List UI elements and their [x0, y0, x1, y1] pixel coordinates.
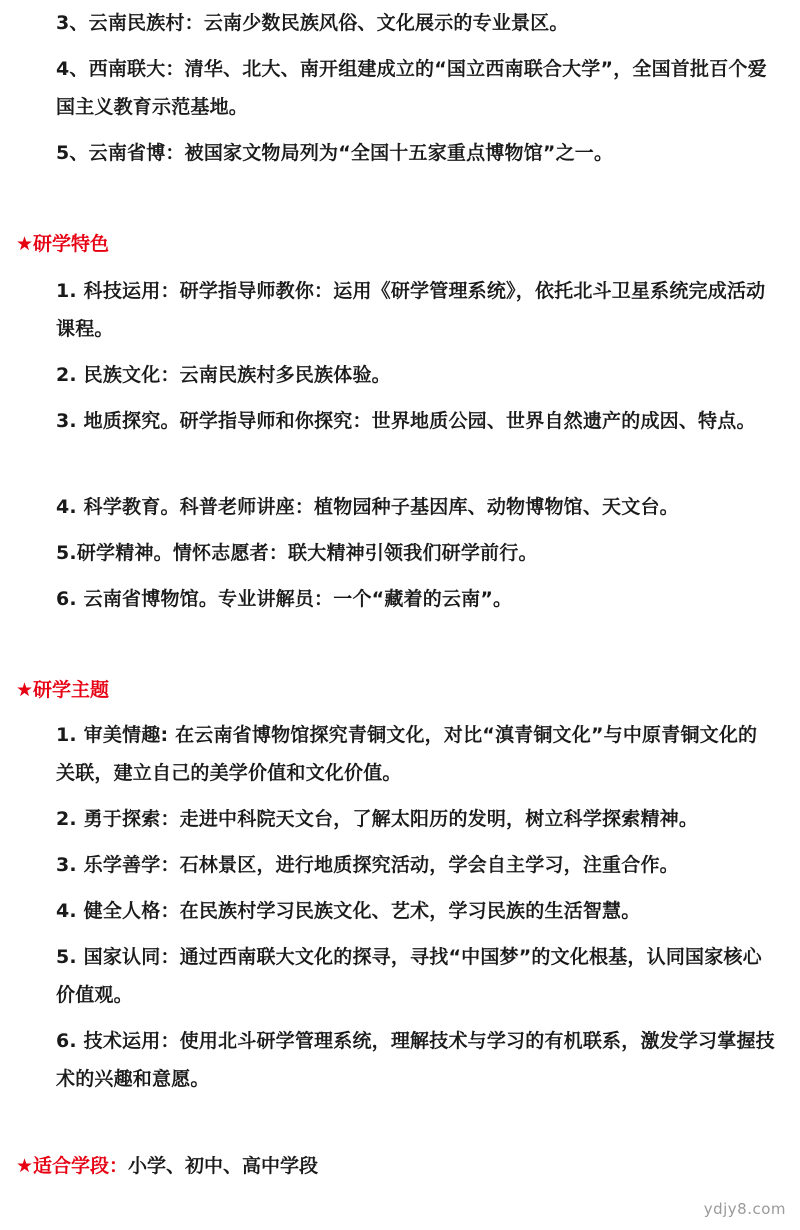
feature-item-3: 3. 地质探究。研学指导师和你探究：世界地质公园、世界自然遗产的成因、特点。 [56, 410, 756, 432]
theme-item-3: 3. 乐学善学：石林景区，进行地质探究活动，学会自主学习，注重合作。 [56, 854, 679, 876]
theme-item-6: 6. 技术运用：使用北斗研学管理系统，理解技术与学习的有机联系，激发学习掌握技术的兴趣和意愿。 [56, 1030, 775, 1090]
grades-label: ★适合学段： [16, 1155, 129, 1177]
feature-item-6: 6. 云南省博物馆。专业讲解员：一个“藏着的云南”。 [56, 588, 513, 610]
section-heading-features: ★研学特色 [16, 233, 110, 255]
intro-item-4: 4、西南联大：清华、北大、南开组建成立的“国立西南联合大学”，全国首批百个爱国主义教育示范基地。 [56, 58, 767, 118]
theme-item-5: 5. 国家认同：通过西南联大文化的探寻，寻找“中国梦”的文化根基，认同国家核心价值观。 [56, 946, 762, 1006]
section-heading-themes: ★研学主题 [16, 679, 110, 701]
theme-item-4: 4. 健全人格：在民族村学习民族文化、艺术，学习民族的生活智慧。 [56, 900, 641, 922]
watermark: ydjy8.com [703, 1200, 786, 1218]
grades-line [16, 1152, 318, 1180]
intro-item-5: 5、云南省博：被国家文物局列为“全国十五家重点博物馆”之一。 [56, 142, 614, 164]
intro-item-3: 3、云南民族村：云南少数民族风俗、文化展示的专业景区。 [56, 12, 569, 34]
feature-item-2: 2. 民族文化：云南民族村多民族体验。 [56, 364, 391, 386]
feature-item-4: 4. 科学教育。科普老师讲座：植物园种子基因库、动物博物馆、天文台。 [56, 496, 679, 518]
theme-item-2: 2. 勇于探索：走进中科院天文台，了解太阳历的发明，树立科学探索精神。 [56, 808, 699, 830]
feature-item-1: 1. 科技运用：研学指导师教你：运用《研学管理系统》，依托北斗卫星系统完成活动课程。 [56, 280, 766, 340]
theme-item-1: 1. 审美情趣: 在云南省博物馆探究青铜文化，对比“滇青铜文化”与中原青铜文化的 关联，建立自己的美学价值和文化价值。 [56, 724, 758, 784]
feature-item-5: 5.研学精神。情怀志愿者：联大精神引领我们研学前行。 [56, 542, 538, 564]
grades-value: 小学、初中、高中学段 [128, 1155, 319, 1177]
